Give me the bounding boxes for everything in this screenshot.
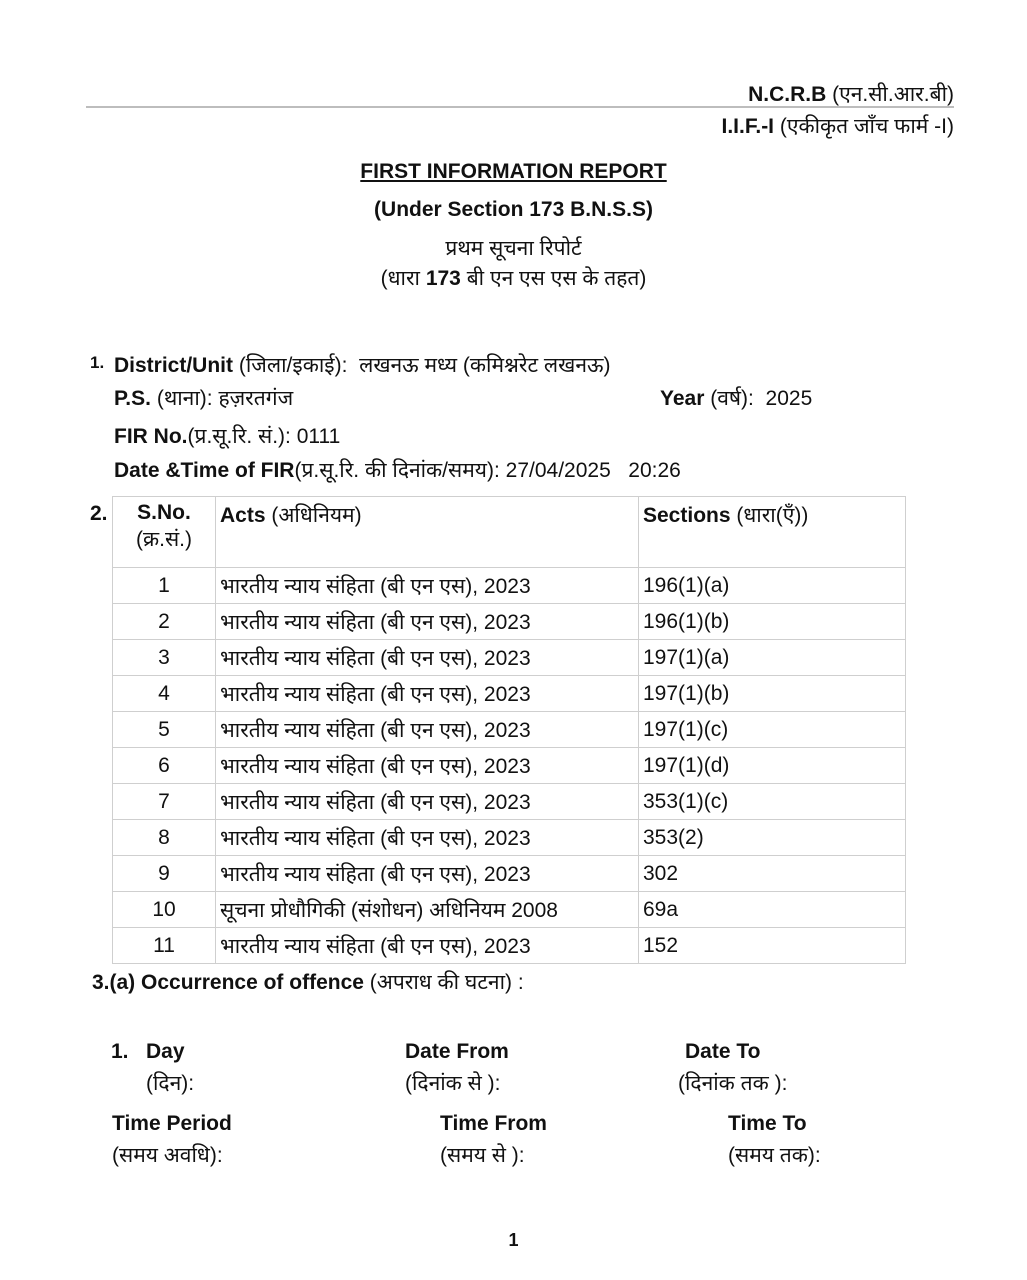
title-main: FIRST INFORMATION REPORT — [360, 160, 667, 183]
section3-number: 3.(a) — [92, 971, 136, 994]
fir-label: FIR No.(प्र.सू.रि. सं.): — [114, 425, 291, 448]
ncrb-header — [748, 80, 954, 108]
sno-cell: 6 — [113, 748, 216, 784]
act-cell: भारतीय न्याय संहिता (बी एन एस), 2023 — [216, 712, 639, 748]
iif-header — [722, 112, 954, 140]
section-cell: 302 — [639, 856, 906, 892]
ps-value: हज़रतगंज — [218, 387, 294, 410]
title-hindi-sub: (धारा 173 बी एन एस एस के तहत) — [380, 267, 647, 290]
fir-value: 0111 — [296, 425, 341, 448]
iif-hi: (एकीकृत जाँच फार्म -I) — [779, 115, 954, 138]
time-from-label: Time From — [440, 1112, 547, 1135]
act-cell: भारतीय न्याय संहिता (बी एन एस), 2023 — [216, 748, 639, 784]
section-cell: 353(2) — [639, 820, 906, 856]
time-from-label-hi: (समय से ): — [440, 1144, 525, 1167]
fir-row — [114, 422, 340, 450]
title-sub: (Under Section 173 B.N.S.S) — [374, 198, 653, 221]
header-acts: Acts (अधिनियम) — [216, 497, 639, 568]
table-row — [113, 856, 906, 892]
act-cell: भारतीय न्याय संहिता (बी एन एस), 2023 — [216, 568, 639, 604]
day-label-hi: (दिन): — [146, 1072, 195, 1095]
act-cell: भारतीय न्याय संहिता (बी एन एस), 2023 — [216, 928, 639, 964]
ps-label: P.S. (थाना): — [114, 387, 213, 410]
item1-number: 1. — [111, 1040, 129, 1063]
section-cell: 353(1)(c) — [639, 784, 906, 820]
section-cell: 197(1)(d) — [639, 748, 906, 784]
ps-row — [114, 384, 293, 412]
section-cell: 197(1)(b) — [639, 676, 906, 712]
year-value: 2025 — [765, 387, 813, 410]
page-title — [0, 160, 1027, 184]
table-row — [113, 604, 906, 640]
act-cell: भारतीय न्याय संहिता (बी एन एस), 2023 — [216, 640, 639, 676]
table-row — [113, 784, 906, 820]
table-row — [113, 928, 906, 964]
sno-cell: 11 — [113, 928, 216, 964]
title-hindi: प्रथम सूचना रिपोर्ट — [445, 237, 582, 260]
sno-cell: 2 — [113, 604, 216, 640]
header-sno: S.No. (क्र.सं.) — [113, 497, 216, 568]
time-period-label-hi: (समय अवधि): — [112, 1144, 223, 1167]
day-label: Day — [146, 1040, 185, 1063]
sno-cell: 8 — [113, 820, 216, 856]
table-row — [113, 748, 906, 784]
ncrb-hi: (एन.सी.आर.बी) — [832, 83, 954, 106]
section3-label-hi: (अपराध की घटना) : — [369, 971, 524, 994]
sno-cell: 10 — [113, 892, 216, 928]
date-from-label-hi: (दिनांक से ): — [405, 1072, 501, 1095]
act-cell: भारतीय न्याय संहिता (बी एन एस), 2023 — [216, 856, 639, 892]
acts-table — [112, 496, 906, 964]
sno-cell: 5 — [113, 712, 216, 748]
sno-cell: 7 — [113, 784, 216, 820]
table-row — [113, 676, 906, 712]
table-row — [113, 892, 906, 928]
section-cell: 197(1)(c) — [639, 712, 906, 748]
act-cell: भारतीय न्याय संहिता (बी एन एस), 2023 — [216, 784, 639, 820]
table-row — [113, 568, 906, 604]
district-label: District/Unit (जिला/इकाई): — [114, 354, 348, 377]
act-cell: भारतीय न्याय संहिता (बी एन एस), 2023 — [216, 604, 639, 640]
section1-number: 1. — [90, 353, 105, 372]
iif-en: I.I.F.-I — [721, 115, 775, 138]
header-sections: Sections (धारा(एँ)) — [639, 497, 906, 568]
datetime-row — [114, 456, 681, 484]
time-to-label: Time To — [728, 1112, 807, 1135]
section-cell: 196(1)(b) — [639, 604, 906, 640]
table-header-row — [113, 497, 906, 568]
table-row — [113, 712, 906, 748]
section3-label: Occurrence of offence — [141, 971, 364, 994]
table-row — [113, 640, 906, 676]
date-to-label: Date To — [685, 1040, 761, 1063]
time-to-label-hi: (समय तक): — [728, 1144, 821, 1167]
table-row — [113, 820, 906, 856]
year-row — [660, 384, 812, 412]
section2-number: 2. — [90, 502, 108, 525]
time-period-label: Time Period — [112, 1112, 232, 1135]
sno-cell: 4 — [113, 676, 216, 712]
district-row — [114, 351, 610, 379]
section-cell: 69a — [639, 892, 906, 928]
act-cell: भारतीय न्याय संहिता (बी एन एस), 2023 — [216, 820, 639, 856]
page-number: 1 — [508, 1230, 519, 1250]
datetime-label: Date &Time of FIR(प्र.सू.रि. की दिनांक/समय): — [114, 459, 500, 482]
date-to-label-hi: (दिनांक तक ): — [678, 1072, 788, 1095]
district-value: लखनऊ मध्य (कमिश्नरेट लखनऊ) — [359, 354, 611, 377]
act-cell: भारतीय न्याय संहिता (बी एन एस), 2023 — [216, 676, 639, 712]
date-from-label: Date From — [405, 1040, 509, 1063]
section3-heading — [92, 968, 524, 996]
sno-cell: 1 — [113, 568, 216, 604]
act-cell: सूचना प्रोधौगिकी (संशोधन) अधिनियम 2008 — [216, 892, 639, 928]
section-cell: 152 — [639, 928, 906, 964]
sno-cell: 3 — [113, 640, 216, 676]
ncrb-en: N.C.R.B — [748, 83, 827, 106]
section-cell: 196(1)(a) — [639, 568, 906, 604]
date-value: 27/04/2025 — [505, 459, 611, 482]
sno-cell: 9 — [113, 856, 216, 892]
year-label: Year (वर्ष): — [660, 387, 754, 410]
section-cell: 197(1)(a) — [639, 640, 906, 676]
time-value: 20:26 — [628, 459, 681, 482]
